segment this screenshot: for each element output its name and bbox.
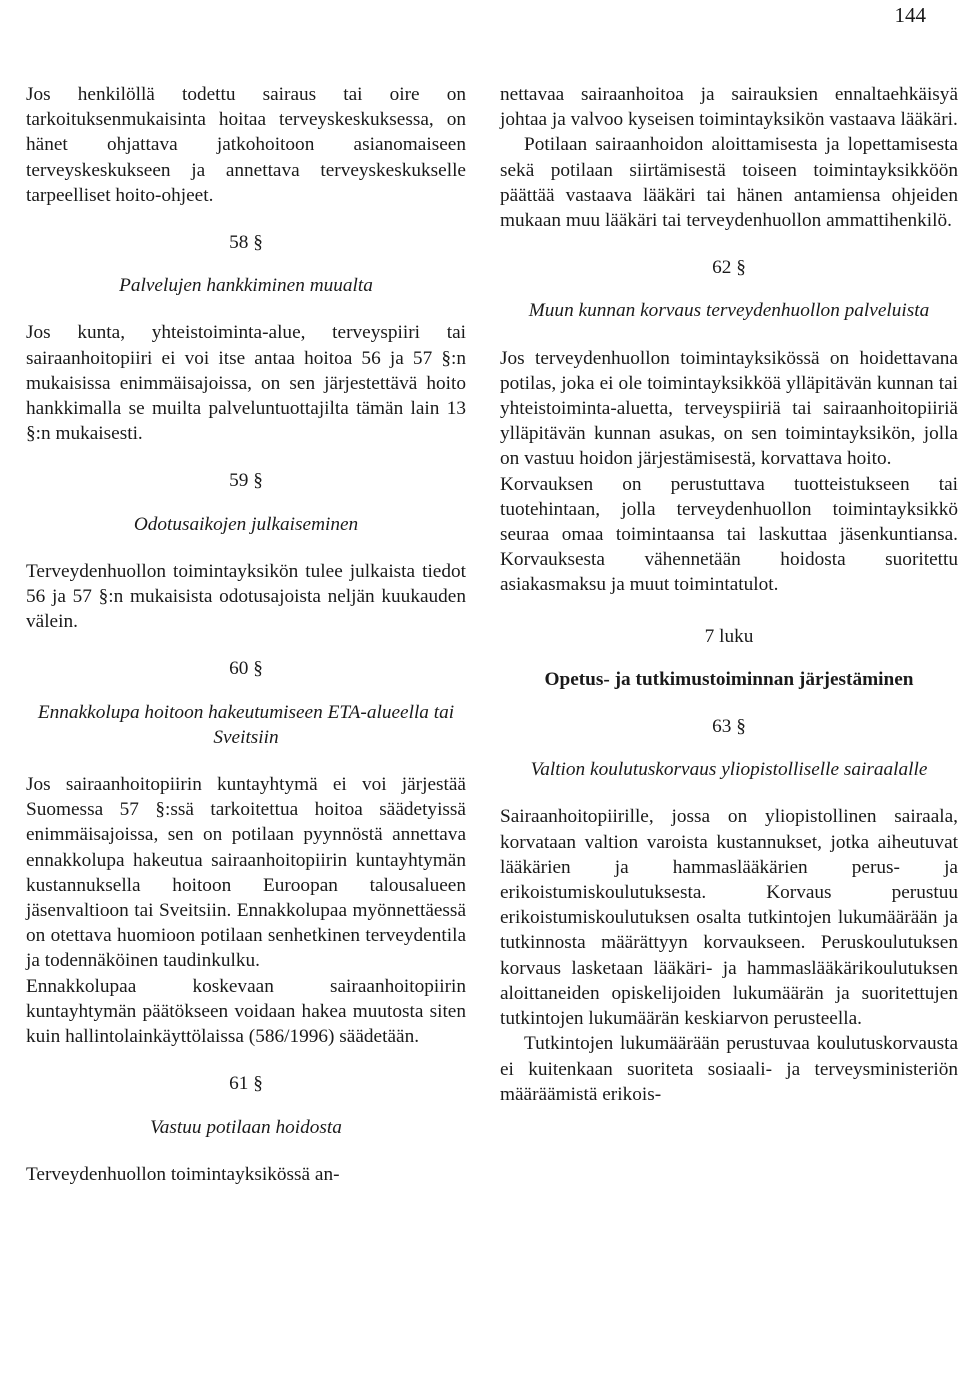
continued-paragraph-2: Potilaan sairaanhoidon aloittamisesta ja lopettamisesta sekä potilaan siirtämisestä toiseen toimintayksikköön päättää vastaava lääkäri tai hänen antamiensa ohjeiden mukaan muu lääkäri tai terveydenhuollon ammattihenkilö. — [500, 134, 958, 232]
section-61-number: 61 § — [229, 1073, 263, 1095]
section-63-text-1: Sairaanhoitopiirille, jossa on yliopistollinen sairaala, korvataan valtion varoista kustannukset, jotka aiheutuvat lääkärien ja hammaslääkärien perus- ja erikoistumiskoulutuksesta. Korvaus perustuu erikoistumiskoulutuksen osalta tutkintojen lukumäärään ja tutkinnosta määrättyyn korvaukseen. Peruskoulutuksen korvaus lasketaan lääkäri- ja hammaslääkärikoulutuksen aloittaneiden opiskelijoiden lukumäärän ja suoritettujen tutkintojen lukumäärän keskiarvon perusteella. — [500, 806, 958, 1030]
section-58-text: Jos kunta, yhteistoiminta-alue, terveyspiiri tai sairaanhoitopiiri ei voi itse antaa hoitoa 56 ja 57 §:n mukaisissa enimmäisajoissa, on sen järjestettävä hoito hankkimalla se muilta palveluntuottajilta tämän lain 13 §:n mukaisesti. — [26, 322, 466, 445]
right-column — [500, 82, 958, 1107]
section-60-text-1: Jos sairaanhoitopiirin kuntayhtymä ei voi järjestää Suomessa 57 §:ssä tarkoitettua hoitoa säädetyissä enimmäisajoissa, sen on potilaan pyynnöstä annettava ennakkolupa hakeutua sairaanhoitopiirin kuntayhtymän kustannuksella hoitoon Euroopan talousalueen jäsenvaltioon tai Sveitsiin. Ennakkolupaa myönnettäessä on otettava huomioon potilaan senhetkinen terveydentila ja todennäköinen taudinkulku. — [26, 774, 466, 972]
section-63-title: Valtion koulutuskorvaus yliopistolliselle sairaalalle — [530, 759, 928, 781]
section-63-text-2: Tutkintojen lukumäärään perustuvaa koulutuskorvausta ei kuitenkaan suoriteta sosiaali- ja terveysministeriön määräämistä erikois- — [500, 1033, 958, 1105]
section-62-text-2: Korvauksen on perustuttava tuotteistukseen tai tuotehintaan, jolla terveydenhuollon toimintayksikkö seuraa omaa toimintaansa tai laskuttaa jäsenkuntiansa. Korvauksesta vähennetään hoidosta suoritettu asiakasmaksu ja muut toimintatulot. — [500, 473, 958, 596]
left-column — [26, 82, 466, 1187]
section-62-number: 62 § — [712, 257, 746, 279]
chapter-title: Opetus- ja tutkimustoiminnan järjestäminen — [544, 668, 914, 690]
section-61-text: Terveydenhuollon toimintayksikössä an- — [26, 1163, 340, 1185]
section-60-title: Ennakkolupa hoitoon hakeutumiseen ETA-alueella tai Sveitsiin — [37, 701, 455, 748]
section-63-number: 63 § — [712, 716, 746, 738]
section-62-title: Muun kunnan korvaus terveydenhuollon palveluista — [528, 300, 930, 322]
section-60-number: 60 § — [229, 658, 263, 680]
section-59-text: Terveydenhuollon toimintayksikön tulee julkaista tiedot 56 ja 57 §:n mukaisista odotusajoista neljän kuukauden välein. — [26, 560, 466, 633]
section-60-text-2: Ennakkolupaa koskevaan sairaanhoitopiirin kuntayhtymän päätökseen voidaan hakea muutosta siten kuin hallintolainkäyttölaissa (586/1996) säädetään. — [26, 975, 466, 1048]
chapter-number: 7 luku — [704, 625, 754, 647]
section-62-text-1: Jos terveydenhuollon toimintayksikössä on hoidettavana potilas, joka ei ole toimintayksikköä ylläpitävän kunnan tai yhteistoiminta-aluetta, terveyspiiriä tai sairaanhoitopiiriä ylläpitävän kunnan asukas, on sen toimintayksikön, jolla on vastuu hoidon järjestämisestä, korvattava hoito. — [500, 347, 958, 470]
section-59-title: Odotusaikojen julkaiseminen — [133, 513, 359, 535]
section-58-title: Palvelujen hankkiminen muualta — [119, 275, 373, 297]
section-59-number: 59 § — [229, 470, 263, 492]
page-number: 144 — [894, 3, 926, 27]
section-58-number: 58 § — [229, 232, 263, 254]
section-61-title: Vastuu potilaan hoidosta — [150, 1116, 342, 1138]
intro-paragraph: Jos henkilöllä todettu sairaus tai oire on tarkoituksenmukaisinta hoitaa terveyskeskuksessa, on hänet ohjattava jatkohoitoon asianomaiseen terveyskeskukseen ja annettava terveyskeskukselle tarpeelliset hoito-ohjeet. — [26, 84, 466, 206]
continued-paragraph: nettavaa sairaanhoitoa ja sairauksien ennaltaehkäisyä johtaa ja valvoo kyseisen toimintayksikön vastaava lääkäri. — [500, 84, 958, 131]
